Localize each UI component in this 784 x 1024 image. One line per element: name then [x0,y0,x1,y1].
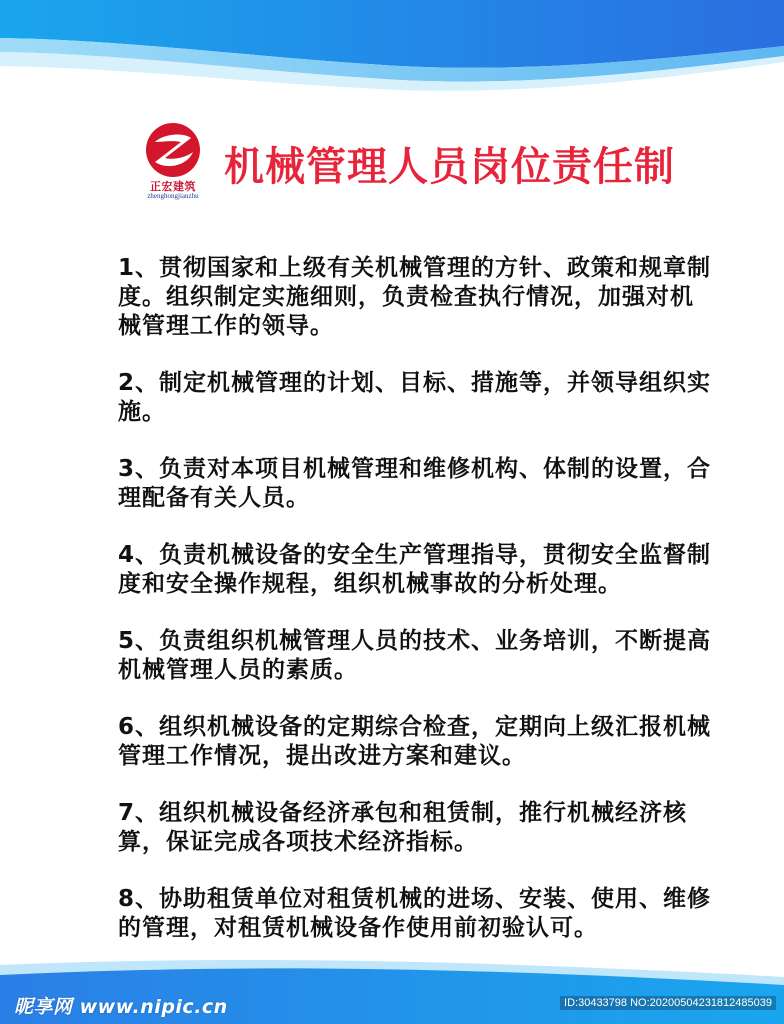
list-item: 2、制定机械管理的计划、目标、措施等，并领导组织实施。 [118,370,712,425]
list-item: 7、组织机械设备经济承包和租赁制，推行机械经济核算，保证完成各项技术经济指标。 [118,800,688,855]
page-title: 机械管理人员岗位责任制 [224,143,675,190]
logo-text-en: zhenghongjianzhu [147,192,199,200]
watermark-id: ID:30433798 NO:20200504231812485039 [560,996,776,1010]
company-logo [138,120,208,206]
list-item: 6、组织机械设备的定期综合检查，定期向上级汇报机械管理工作情况，提出改进方案和建议。 [118,714,712,769]
list-item: 4、负责机械设备的安全生产管理指导，贯彻安全监督制度和安全操作规程，组织机械事故的分析处理。 [118,542,712,597]
header [138,118,698,208]
list-item: 3、负责对本项目机械管理和维修机构、体制的设置，合理配备有关人员。 [118,456,712,511]
list-item: 8、协助租赁单位对租赁机械的进场、安装、使用、维修的管理，对租赁机械设备作使用前初验认可。 [118,886,712,941]
watermark-site: 昵享网 www.nipic.cn [14,996,228,1018]
top-wave-decoration [0,0,784,110]
list-item: 1、贯彻国家和上级有关机械管理的方针、政策和规章制度。组织制定实施细则，负责检查执行情况，加强对机械管理工作的领导。 [118,255,712,339]
logo-z-icon [143,120,203,180]
list-item: 5、负责组织机械管理人员的技术、业务培训，不断提高机械管理人员的素质。 [118,628,712,683]
logo-text-cn: 正宏建筑 [150,180,196,193]
responsibility-list [118,254,714,971]
